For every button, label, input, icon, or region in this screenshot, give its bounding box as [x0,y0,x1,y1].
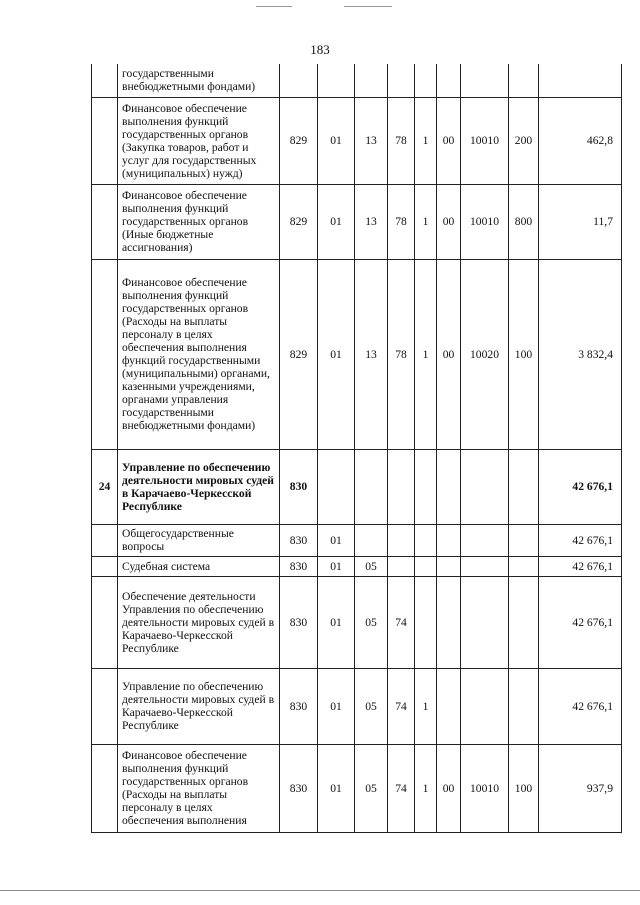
subsection-code-cell [355,524,388,556]
direction-code-cell: 10010 [461,744,509,832]
main-event-code-cell [437,64,461,97]
section-code-cell [318,64,355,97]
ministry-code-cell: 829 [280,184,318,259]
ministry-code-cell [280,64,318,97]
amount-cell: 937,9 [539,744,622,832]
row-name-cell: Управление по обеспечению деятельности мировых судей в Карачаево-Черкесской Республике [118,668,280,744]
main-event-code-cell [437,556,461,576]
main-event-code-cell: 00 [437,744,461,832]
direction-code-cell [461,576,509,668]
main-event-code-cell: 00 [437,184,461,259]
ministry-code-cell: 830 [280,524,318,556]
amount-cell: 3 832,4 [539,259,622,449]
subprogram-code-cell [415,64,437,97]
scan-bottom-edge [0,890,640,891]
table-row [92,524,622,556]
amount-cell: 42 676,1 [539,576,622,668]
section-code-cell: 01 [318,97,355,184]
main-event-code-cell [437,668,461,744]
amount-cell [539,64,622,97]
direction-code-cell: 10010 [461,97,509,184]
table-row [92,556,622,576]
ministry-code-cell: 830 [280,449,318,524]
direction-code-cell [461,556,509,576]
row-name-cell: Общегосударственные вопросы [118,524,280,556]
direction-code-cell [461,524,509,556]
subsection-code-cell: 13 [355,184,388,259]
row-number-cell [92,668,118,744]
row-number-cell [92,184,118,259]
row-number-cell [92,524,118,556]
section-code-cell: 01 [318,576,355,668]
program-code-cell: 74 [388,576,415,668]
subprogram-code-cell [415,576,437,668]
row-name-cell: Судебная система [118,556,280,576]
amount-cell: 462,8 [539,97,622,184]
subprogram-code-cell [415,556,437,576]
subsection-code-cell: 13 [355,97,388,184]
expense-type-cell: 100 [509,744,539,832]
direction-code-cell [461,64,509,97]
main-event-code-cell [437,576,461,668]
row-name-cell: Финансовое обеспечение выполнения функций государственных органов (Иные бюджетные ассигнования) [118,184,280,259]
expense-type-cell: 200 [509,97,539,184]
expense-type-cell [509,449,539,524]
expense-type-cell: 100 [509,259,539,449]
row-number-cell [92,576,118,668]
table-row [92,744,622,832]
program-code-cell [388,64,415,97]
subprogram-code-cell [415,449,437,524]
table-row [92,259,622,449]
section-code-cell: 01 [318,744,355,832]
section-code-cell: 01 [318,259,355,449]
row-number-cell [92,97,118,184]
subprogram-code-cell: 1 [415,184,437,259]
row-number-cell [92,259,118,449]
budget-table [91,64,622,833]
section-code-cell: 01 [318,184,355,259]
program-code-cell: 78 [388,184,415,259]
direction-code-cell: 10010 [461,184,509,259]
expense-type-cell [509,556,539,576]
subprogram-code-cell: 1 [415,97,437,184]
subprogram-code-cell: 1 [415,259,437,449]
direction-code-cell: 10020 [461,259,509,449]
subsection-code-cell: 05 [355,744,388,832]
program-code-cell: 78 [388,259,415,449]
direction-code-cell [461,668,509,744]
row-number-cell [92,64,118,97]
amount-cell: 42 676,1 [539,556,622,576]
page-number: 183 [310,42,330,57]
row-name-cell: Финансовое обеспечение выполнения функций государственных органов (Расходы на выплаты персоналу в целях обеспечения выполнения [118,744,280,832]
subsection-code-cell [355,449,388,524]
table-row [92,64,622,97]
ministry-code-cell: 830 [280,668,318,744]
row-number-cell [92,556,118,576]
expense-type-cell: 800 [509,184,539,259]
program-code-cell [388,556,415,576]
program-code-cell: 78 [388,97,415,184]
table-row [92,576,622,668]
program-code-cell: 74 [388,668,415,744]
direction-code-cell [461,449,509,524]
main-event-code-cell [437,449,461,524]
expense-type-cell [509,524,539,556]
amount-cell: 42 676,1 [539,668,622,744]
row-name-cell: государственными внебюджетными фондами) [118,64,280,97]
row-name-cell: Обеспечение деятельности Управления по обеспечению деятельности мировых судей в Карачаево-Черкесской Республике [118,576,280,668]
program-code-cell [388,524,415,556]
table-row [92,97,622,184]
expense-type-cell [509,668,539,744]
ministry-code-cell: 830 [280,576,318,668]
section-code-cell: 01 [318,524,355,556]
subsection-code-cell: 13 [355,259,388,449]
main-event-code-cell [437,524,461,556]
row-name-cell: Финансовое обеспечение выполнения функций государственных органов (Расходы на выплаты персоналу в целях обеспечения выполнения функций государственными (муниципальными) органами, казенными учреждениями, органами управления государственными внебюджетными фондами) [118,259,280,449]
table-row [92,668,622,744]
row-name-cell: Управление по обеспечению деятельности мировых судей в Карачаево-Черкесской Республике [118,449,280,524]
row-number-cell [92,744,118,832]
section-code-cell [318,449,355,524]
program-code-cell [388,449,415,524]
subsection-code-cell: 05 [355,576,388,668]
subsection-code-cell [355,64,388,97]
subprogram-code-cell: 1 [415,668,437,744]
main-event-code-cell: 00 [437,97,461,184]
row-name-cell: Финансовое обеспечение выполнения функций государственных органов (Закупка товаров, работ и услуг для государственных (муниципальных) нужд) [118,97,280,184]
row-number-cell: 24 [92,449,118,524]
amount-cell: 42 676,1 [539,449,622,524]
subprogram-code-cell: 1 [415,744,437,832]
section-code-cell: 01 [318,556,355,576]
amount-cell: 11,7 [539,184,622,259]
section-code-cell: 01 [318,668,355,744]
scan-edge-mark [256,6,292,7]
table-row [92,184,622,259]
ministry-code-cell: 830 [280,556,318,576]
scan-edge-mark [344,6,392,7]
subsection-code-cell: 05 [355,556,388,576]
program-code-cell: 74 [388,744,415,832]
table-row [92,449,622,524]
expense-type-cell [509,64,539,97]
subprogram-code-cell [415,524,437,556]
subsection-code-cell: 05 [355,668,388,744]
expense-type-cell [509,576,539,668]
amount-cell: 42 676,1 [539,524,622,556]
ministry-code-cell: 829 [280,97,318,184]
main-event-code-cell: 00 [437,259,461,449]
ministry-code-cell: 830 [280,744,318,832]
ministry-code-cell: 829 [280,259,318,449]
